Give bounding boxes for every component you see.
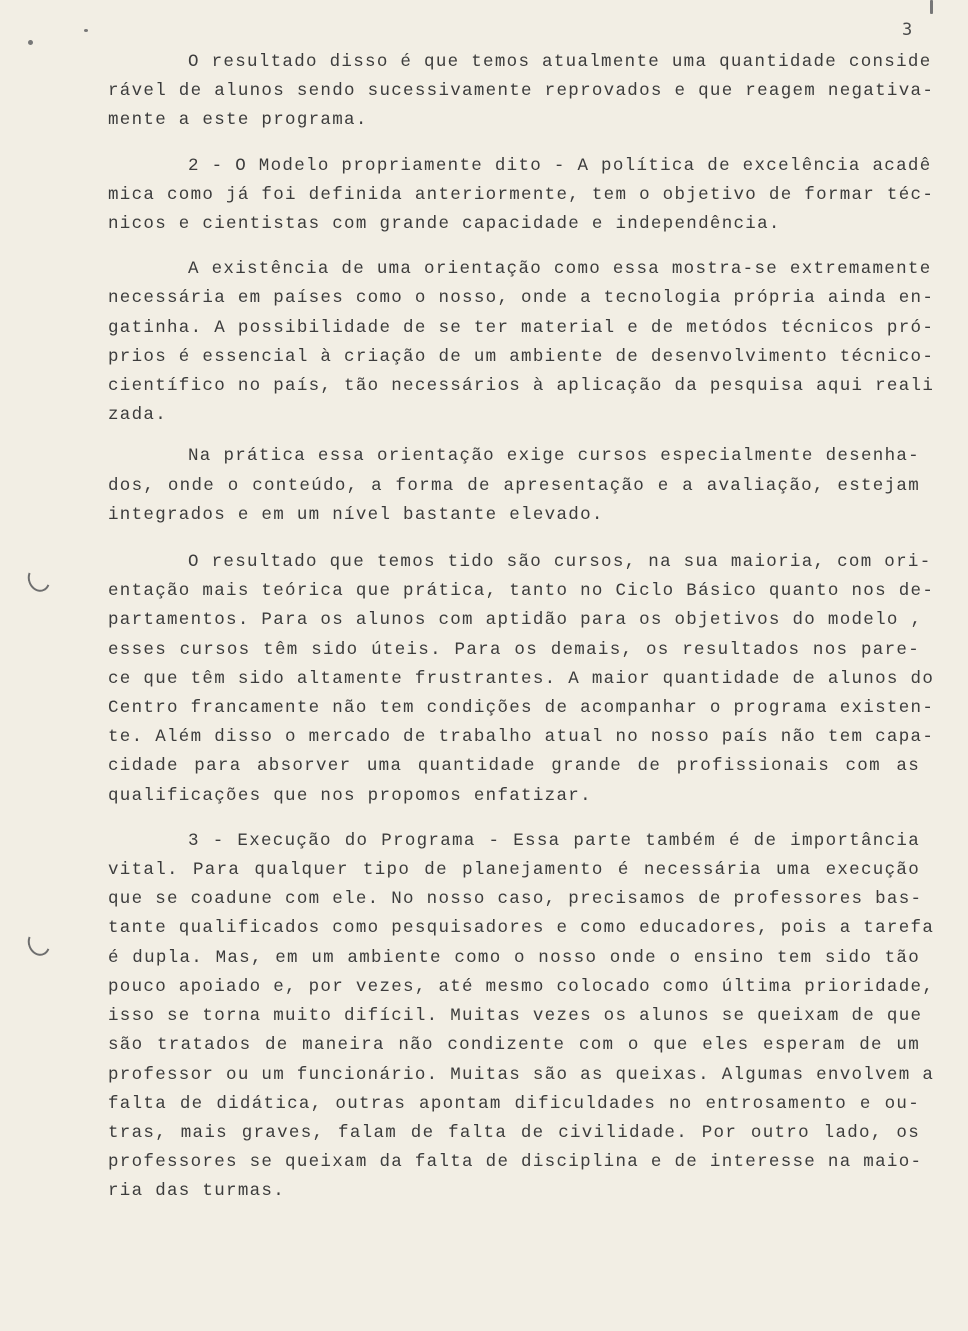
paper-speck <box>84 29 88 32</box>
punch-hole-mark <box>24 927 54 959</box>
paper-speck <box>28 40 33 45</box>
text-line: que se coadune com ele. No nosso caso, precisamos de professores bas- <box>108 889 923 910</box>
text-line: tras, mais graves, falam de falta de civilidade. Por outro lado, os <box>108 1122 920 1143</box>
text-line: A existência de uma orientação como essa mostra-se extremamente <box>188 259 932 280</box>
text-line: O resultado disso é que temos atualmente uma quantidade conside <box>188 52 932 72</box>
text-line: pouco apoiado e, por vezes, até mesmo colocado como última prioridade, <box>108 976 935 997</box>
text-line: científico no país, tão necessários à aplicação da pesquisa aqui reali <box>108 376 935 397</box>
text-line: 3 - Execução do Programa - Essa parte também é de importância <box>188 830 920 851</box>
text-line: falta de didática, outras apontam dificuldades no entrosamento e ou- <box>108 1093 920 1114</box>
text-line: é dupla. Mas, em um ambiente como o nosso onde o ensino tem sido tão <box>108 947 920 968</box>
body-text <box>108 48 935 1219</box>
text-line: O resultado que temos tido são cursos, na sua maioria, com ori- <box>188 552 932 573</box>
punch-hole-mark <box>24 563 54 595</box>
text-line: te. Além disso o mercado de trabalho atual no nosso país não tem capa- <box>108 727 935 748</box>
text-line: necessária em países como o nosso, onde a tecnologia própria ainda en- <box>108 288 935 309</box>
text-line: qualificações que nos propomos enfatizar. <box>108 785 592 806</box>
text-line: tante qualificados como pesquisadores e como educadores, pois a tarefa <box>108 918 935 939</box>
text-line: ce que têm sido altamente frustrantes. A maior quantidade de alunos do <box>108 668 935 689</box>
text-line: mente a este programa. <box>108 110 368 131</box>
paragraph <box>108 255 935 430</box>
text-line: gatinha. A possibilidade de se ter material e de metódos técnicos pró- <box>108 317 935 338</box>
text-line: esses cursos têm sido úteis. Para os demais, os resultados nos pare- <box>108 639 920 660</box>
text-line: nicos e cientistas com grande capacidade e independência. <box>108 214 781 235</box>
text-line: 2 - O Modelo propriamente dito - A política de excelência acadê <box>188 155 932 176</box>
text-line: Centro francamente não tem condições de acompanhar o programa existen- <box>108 698 935 719</box>
text-line: Na prática essa orientação exige cursos especialmente desenha- <box>188 446 920 467</box>
text-line: cidade para absorver uma quantidade grande de profissionais com as <box>108 756 920 777</box>
paper-speck <box>930 0 933 14</box>
text-line: são tratados de maneira não condizente com o que eles esperam de um <box>108 1035 920 1056</box>
text-line: professores se queixam da falta de disciplina e de interesse na maio- <box>108 1152 923 1173</box>
text-line: vital. Para qualquer tipo de planejamento é necessária uma execução <box>108 860 920 881</box>
paragraph <box>108 152 935 240</box>
text-line: ria das turmas. <box>108 1181 286 1202</box>
text-line: rável de alunos sendo sucessivamente reprovados e que reagem negativa- <box>108 81 935 102</box>
paragraph <box>108 548 935 811</box>
paragraph <box>108 48 935 136</box>
text-line: zada. <box>108 405 168 426</box>
paragraph <box>108 442 920 530</box>
text-line: partamentos. Para os alunos com aptidão para os objetivos do modelo , <box>108 610 923 631</box>
text-line: isso se torna muito difícil. Muitas vezes os alunos se queixam de que <box>108 1006 923 1027</box>
text-line: dos, onde o conteúdo, a forma de apresentação e a avaliação, estejam <box>108 475 920 496</box>
text-line: mica como já foi definida anteriormente, tem o objetivo de formar téc- <box>108 184 935 205</box>
text-line: entação mais teórica que prática, tanto no Ciclo Básico quanto nos de- <box>108 581 935 602</box>
text-line: professor ou um funcionário. Muitas são as queixas. Algumas envolvem a <box>108 1064 935 1085</box>
page-number: 3 <box>902 20 913 40</box>
text-line: integrados e em um nível bastante elevado. <box>108 504 604 525</box>
text-line: prios é essencial à criação de um ambiente de desenvolvimento técnico- <box>108 346 935 367</box>
paragraph <box>108 827 935 1207</box>
